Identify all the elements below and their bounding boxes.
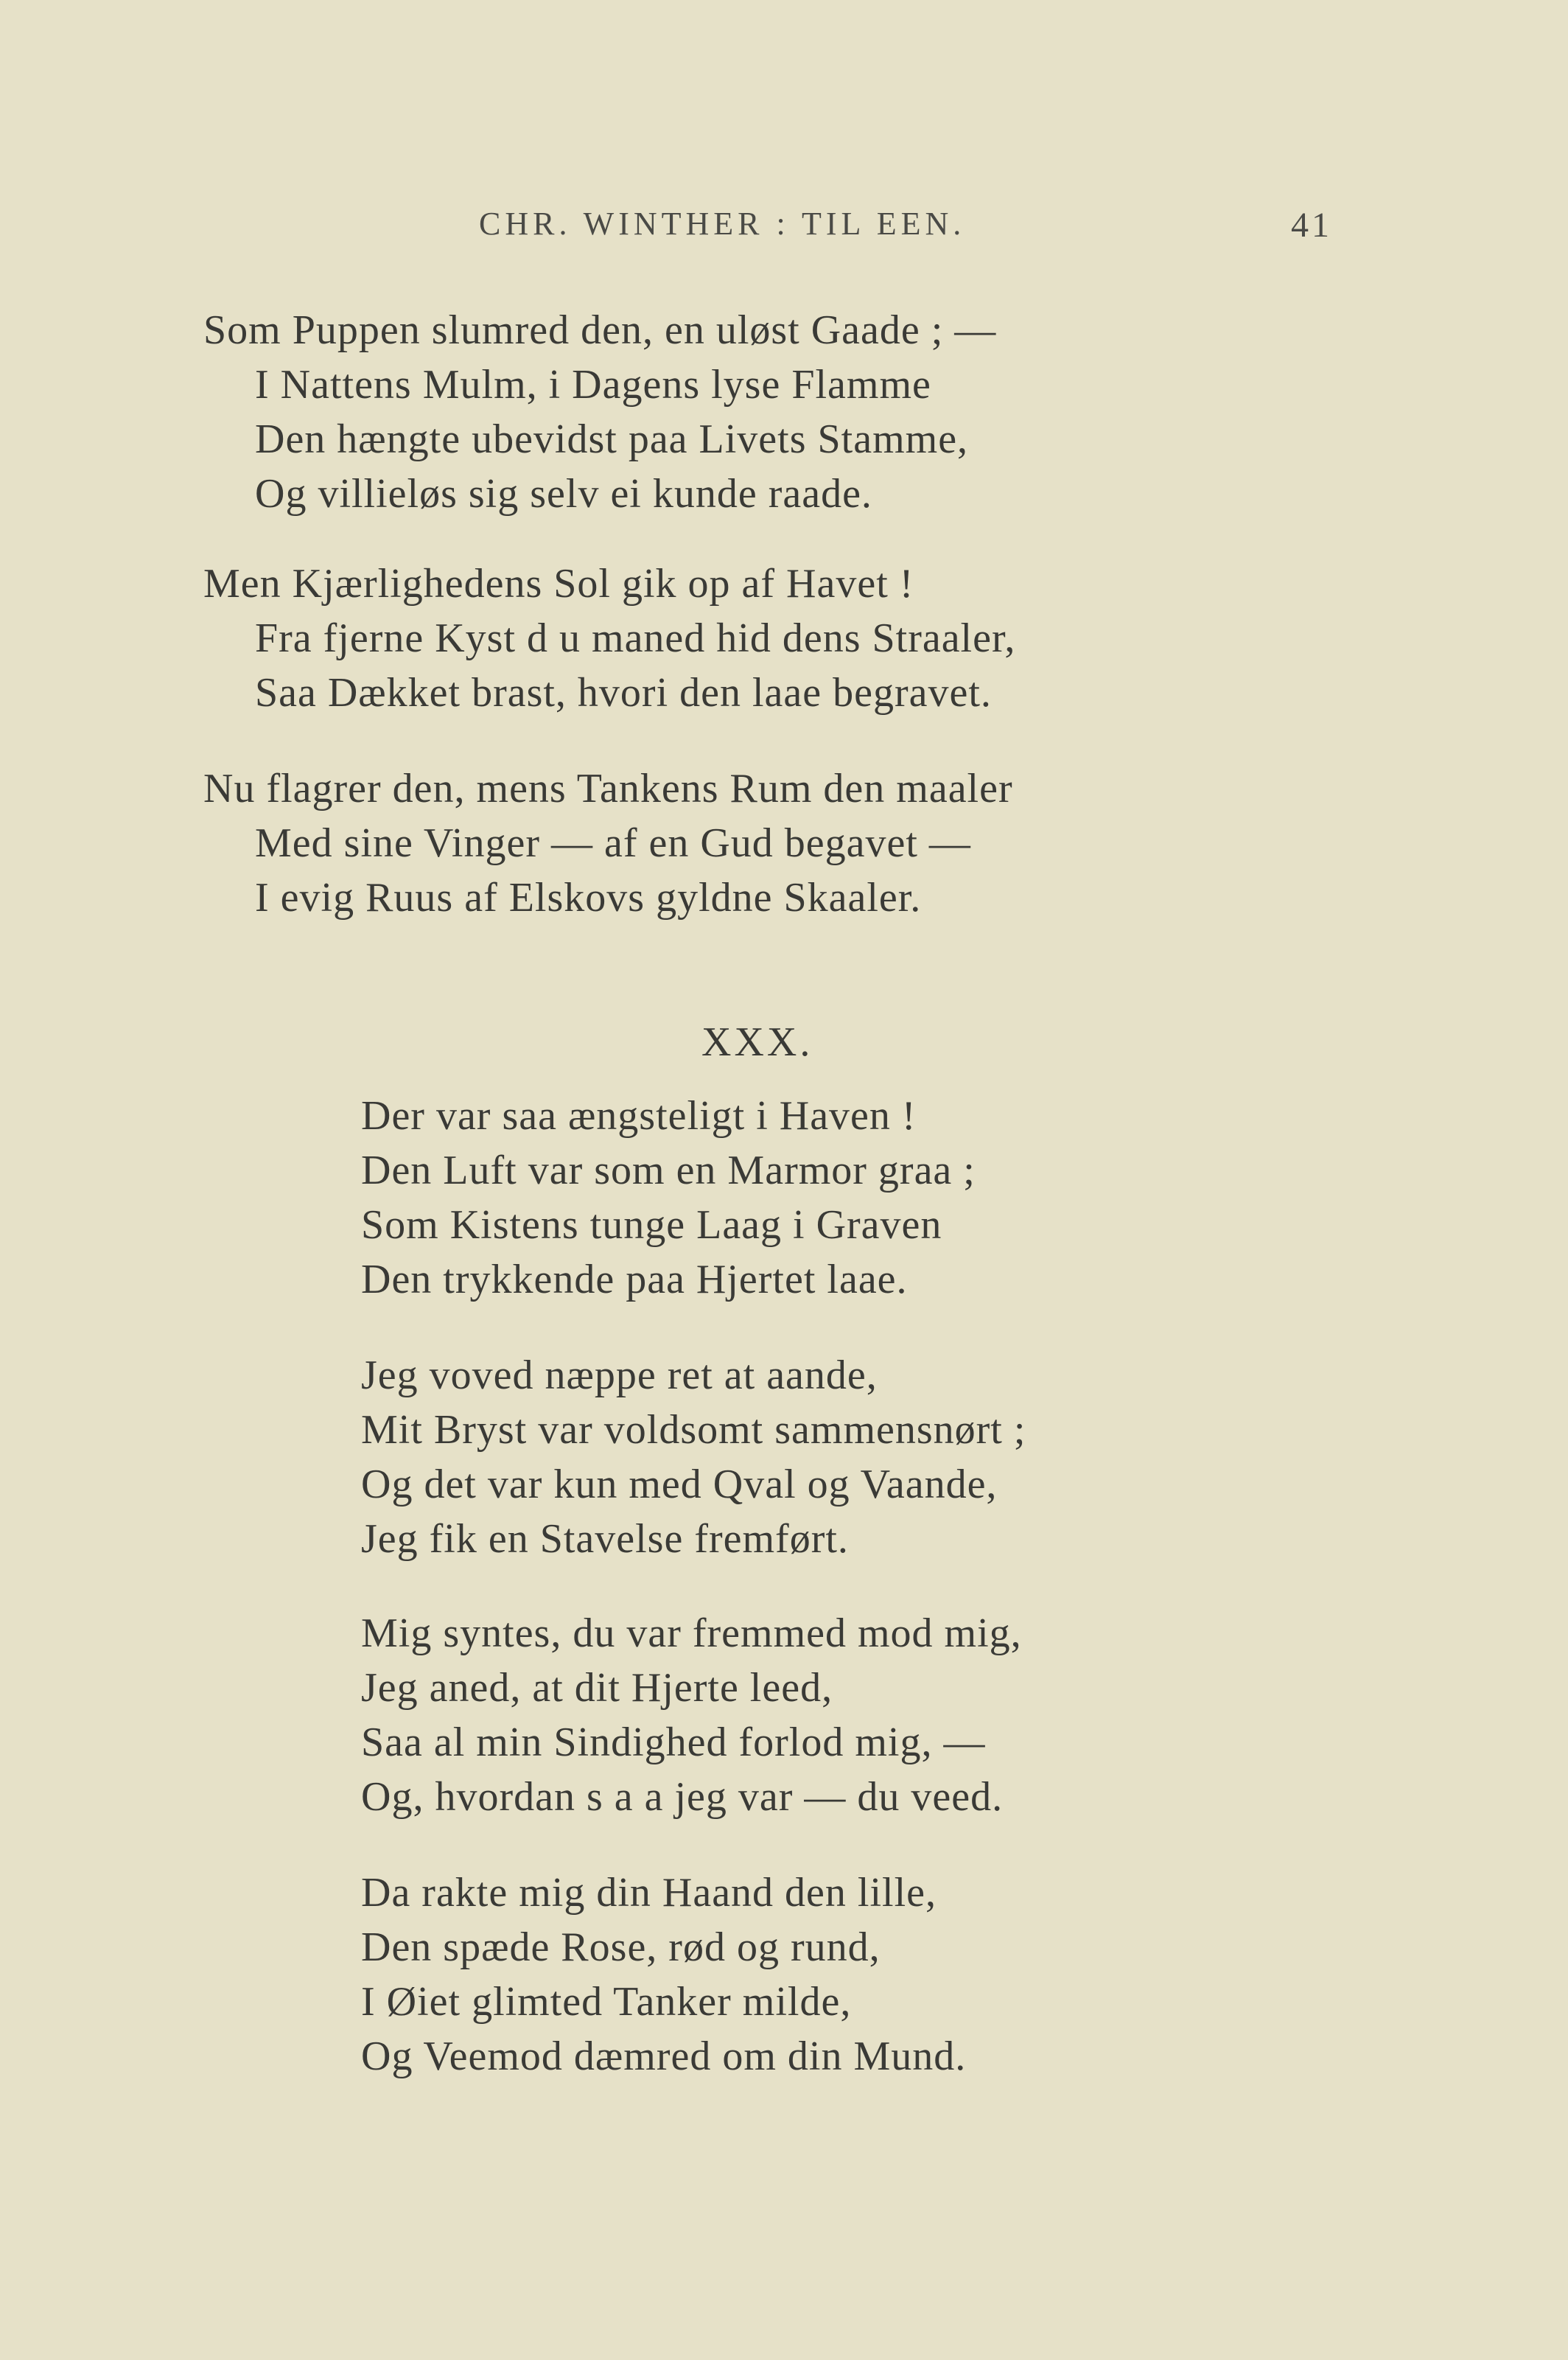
verse-line: Den hængte ubevidst paa Livets Stamme,	[255, 416, 969, 462]
verse-line: Den spæde Rose, rød og rund,	[361, 1924, 881, 1970]
verse-line: I Øiet glimted Tanker milde,	[361, 1979, 852, 2025]
verse-line: Da rakte mig din Haand den lille,	[361, 1870, 937, 1916]
verse-line: Fra fjerne Kyst d u maned hid dens Straaler,	[255, 615, 1016, 661]
verse-line: Som Kistens tunge Laag i Graven	[361, 1202, 942, 1248]
page-number: 41	[1291, 206, 1332, 245]
verse-line: Jeg fik en Stavelse fremført.	[361, 1516, 849, 1562]
verse-line: Jeg voved næppe ret at aande,	[361, 1352, 878, 1398]
verse-line: Og det var kun med Qval og Vaande,	[361, 1462, 998, 1507]
verse-line: Nu flagrer den, mens Tankens Rum den maaler	[203, 766, 1013, 811]
verse-line: Og villieløs sig selv ei kunde raade.	[255, 471, 872, 517]
verse-line: Saa al min Sindighed forlod mig, —	[361, 1720, 986, 1765]
verse-line: Den Luft var som en Marmor graa ;	[361, 1148, 976, 1193]
verse-line: Jeg aned, at dit Hjerte leed,	[361, 1665, 833, 1711]
verse-line: Og, hvordan s a a jeg var — du veed.	[361, 1774, 1004, 1820]
verse-line: Den trykkende paa Hjertet laae.	[361, 1257, 908, 1302]
verse-line: Mit Bryst var voldsomt sammensnørt ;	[361, 1407, 1026, 1453]
verse-line: Men Kjærlighedens Sol gik op af Havet !	[203, 561, 914, 607]
verse-line: Med sine Vinger — af en Gud begavet —	[255, 820, 971, 866]
verse-line: Og Veemod dæmred om din Mund.	[361, 2033, 967, 2079]
verse-line: Saa Dækket brast, hvori den laae begravet.	[255, 670, 992, 716]
verse-line: Der var saa ængsteligt i Haven !	[361, 1093, 917, 1139]
running-title: CHR. WINTHER : TIL EEN.	[479, 206, 966, 242]
verse-line: Mig syntes, du var fremmed mod mig,	[361, 1610, 1022, 1656]
verse-line: I Nattens Mulm, i Dagens lyse Flamme	[255, 362, 931, 408]
verse-line: I evig Ruus af Elskovs gyldne Skaaler.	[255, 875, 922, 921]
verse-line: Som Puppen slumred den, en uløst Gaade ; —	[203, 307, 997, 353]
poem-title: XXX.	[701, 1019, 813, 1065]
